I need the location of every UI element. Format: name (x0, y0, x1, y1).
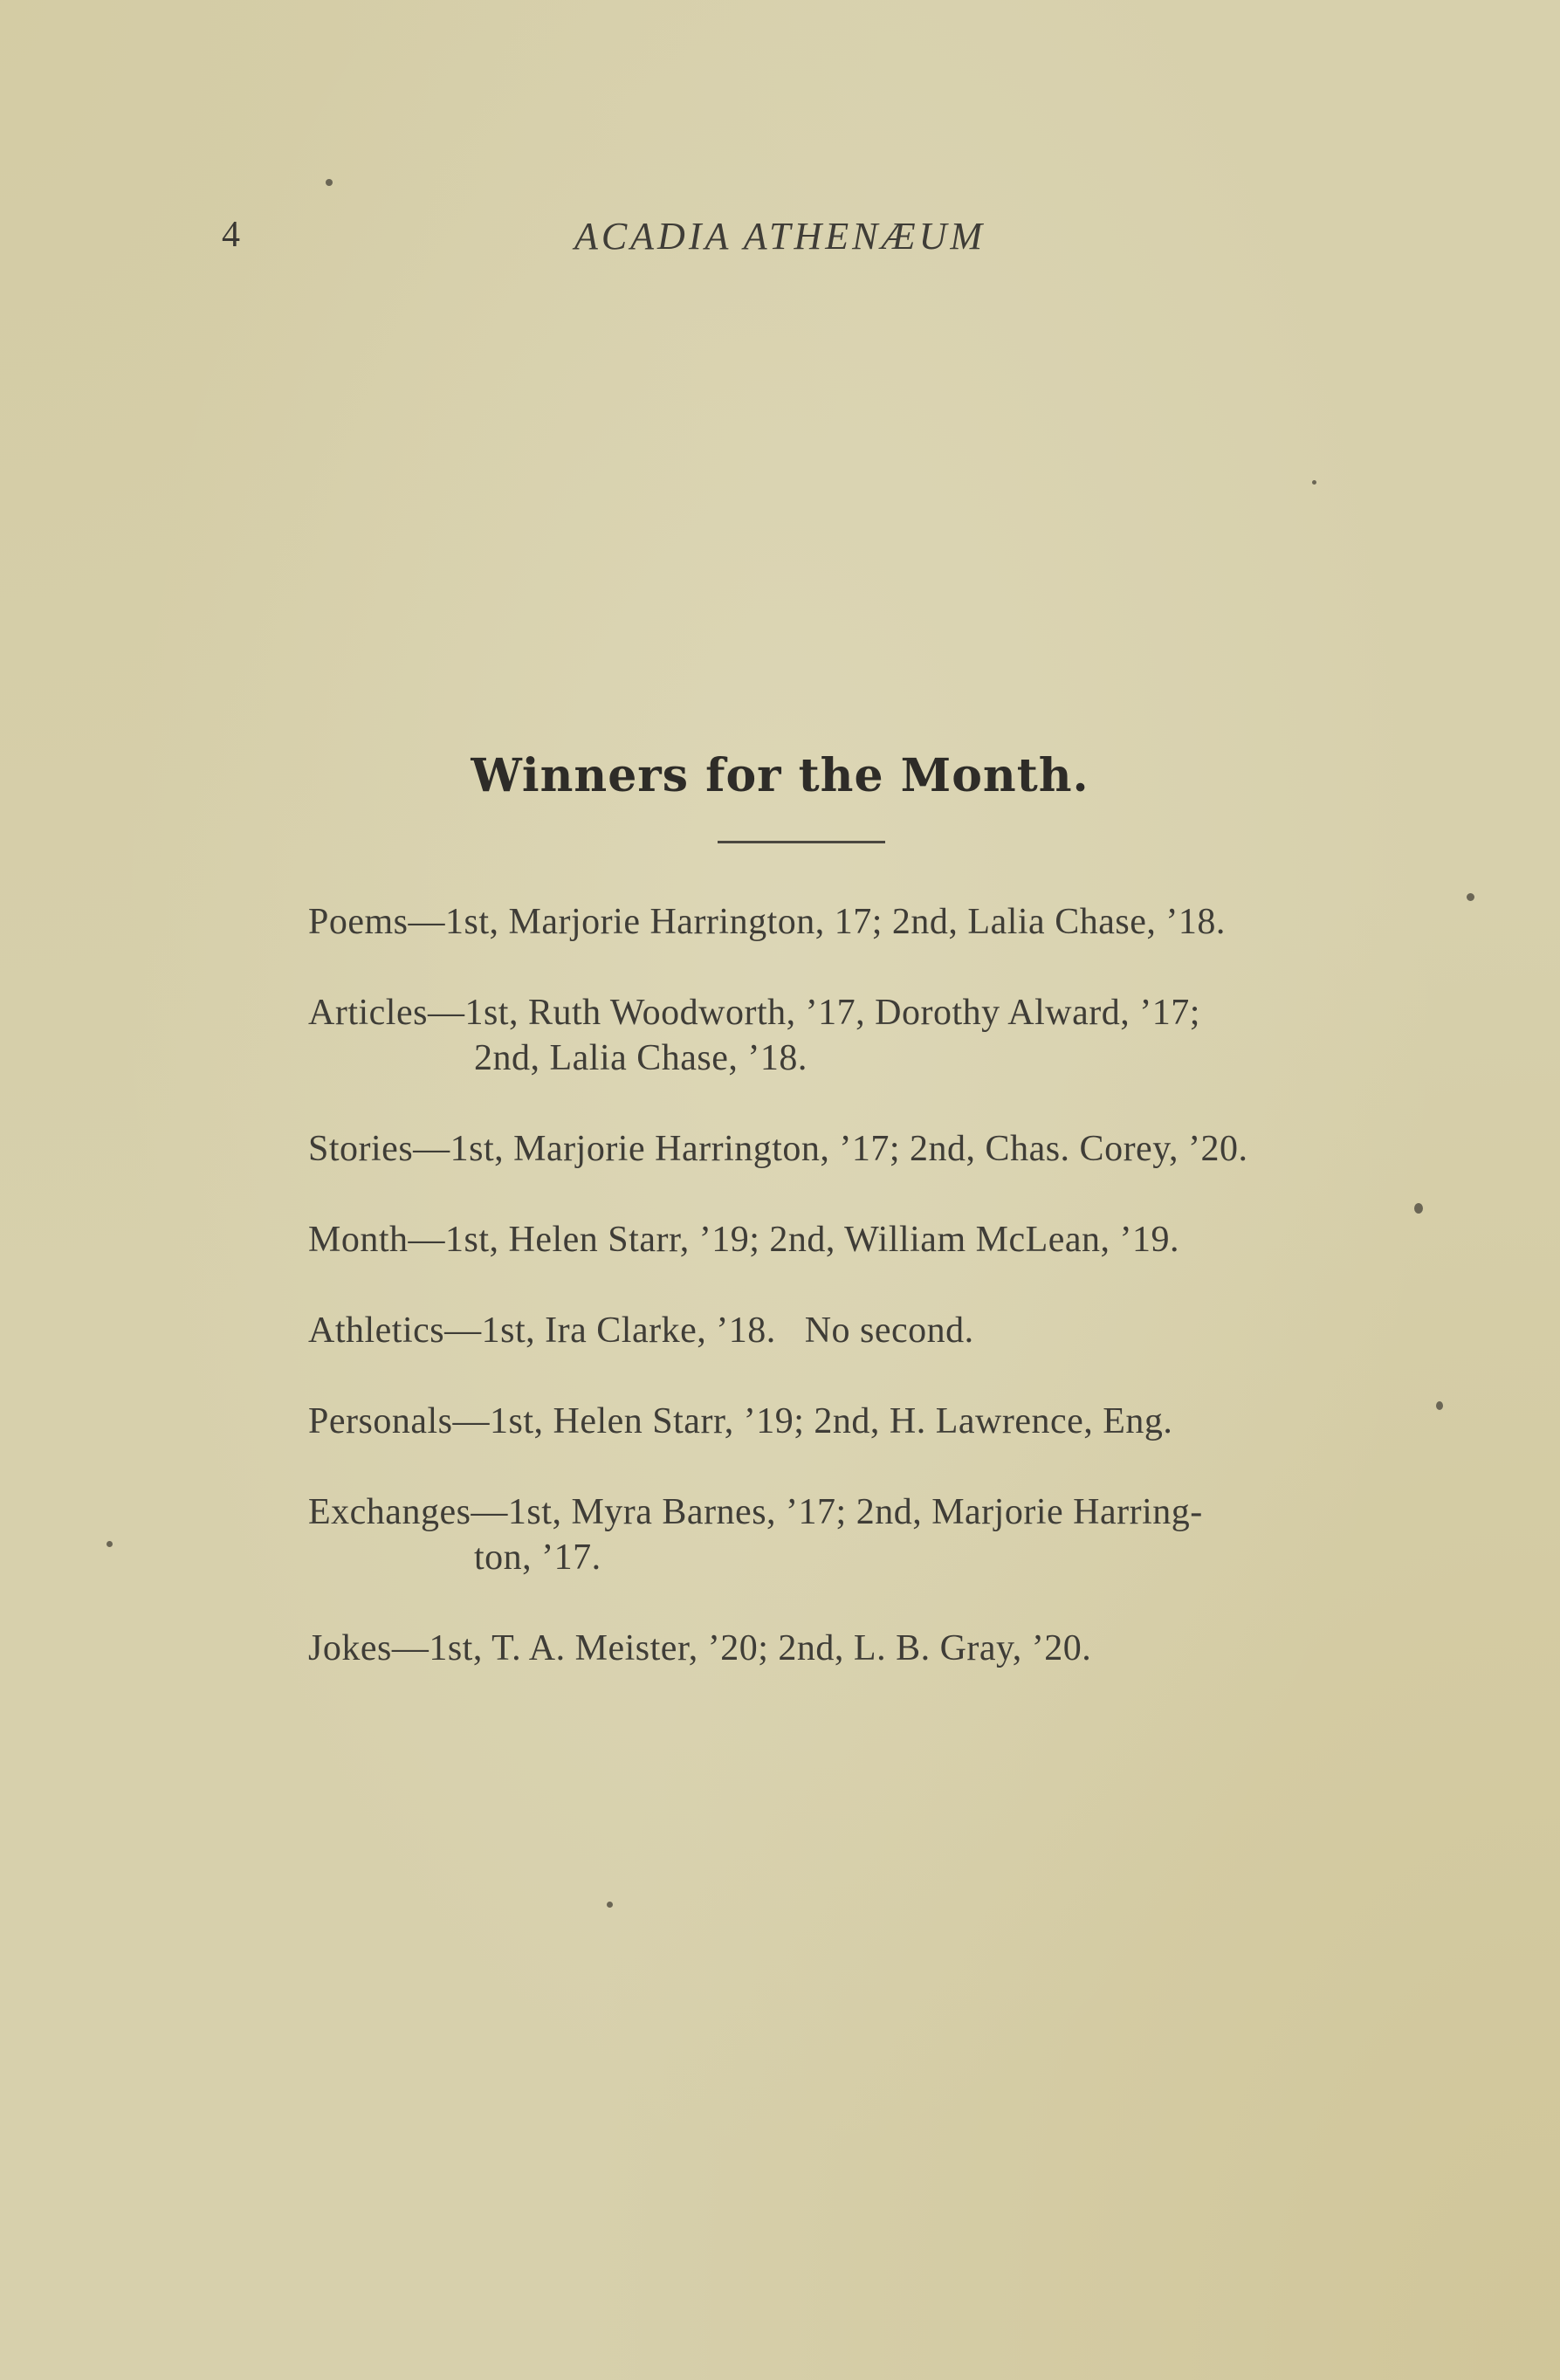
page-number: 4 (222, 215, 240, 255)
entry-jokes (308, 1626, 1408, 1671)
entry-poems (308, 899, 1408, 945)
entry-continuation: 2nd, Lalia Chase, ’18. (474, 1038, 807, 1078)
entry-text: Stories—1st, Marjorie Harrington, ’17; 2nd, Chas. Corey, ’20. (308, 1129, 1248, 1169)
paper-speck (326, 179, 333, 186)
entry-text: Exchanges—1st, Myra Barnes, ’17; 2nd, Marjorie Harring- (308, 1492, 1203, 1532)
entry-text: Personals—1st, Helen Starr, ’19; 2nd, H. Lawrence, Eng. (308, 1401, 1173, 1441)
entry-articles (308, 990, 1408, 1081)
title-rule (718, 841, 885, 843)
entry-personals (308, 1399, 1408, 1444)
paper-speck (1467, 893, 1474, 901)
entry-text: Jokes—1st, T. A. Meister, ’20; 2nd, L. B. Gray, ’20. (308, 1628, 1092, 1668)
entry-stories (308, 1126, 1408, 1172)
paper-speck (607, 1902, 613, 1908)
section-title: Winners for the Month. (471, 749, 1089, 802)
running-head: ACADIA ATHENÆUM (574, 215, 986, 258)
winners-list (308, 899, 1408, 1716)
entry-text: Articles—1st, Ruth Woodworth, ’17, Dorothy Alward, ’17; (308, 993, 1200, 1033)
paper-speck (1436, 1401, 1443, 1410)
paper-speck (107, 1541, 113, 1547)
entry-athletics (308, 1308, 1408, 1353)
entry-exchanges (308, 1489, 1408, 1580)
paper-speck (1312, 480, 1316, 485)
entry-text: Athletics—1st, Ira Clarke, ’18. No second. (308, 1310, 974, 1351)
entry-continuation: ton, ’17. (474, 1537, 601, 1578)
entry-text: Poems—1st, Marjorie Harrington, 17; 2nd, Lalia Chase, ’18. (308, 902, 1226, 942)
entry-month (308, 1217, 1408, 1262)
paper-speck (1414, 1203, 1423, 1214)
entry-text: Month—1st, Helen Starr, ’19; 2nd, William McLean, ’19. (308, 1220, 1180, 1260)
